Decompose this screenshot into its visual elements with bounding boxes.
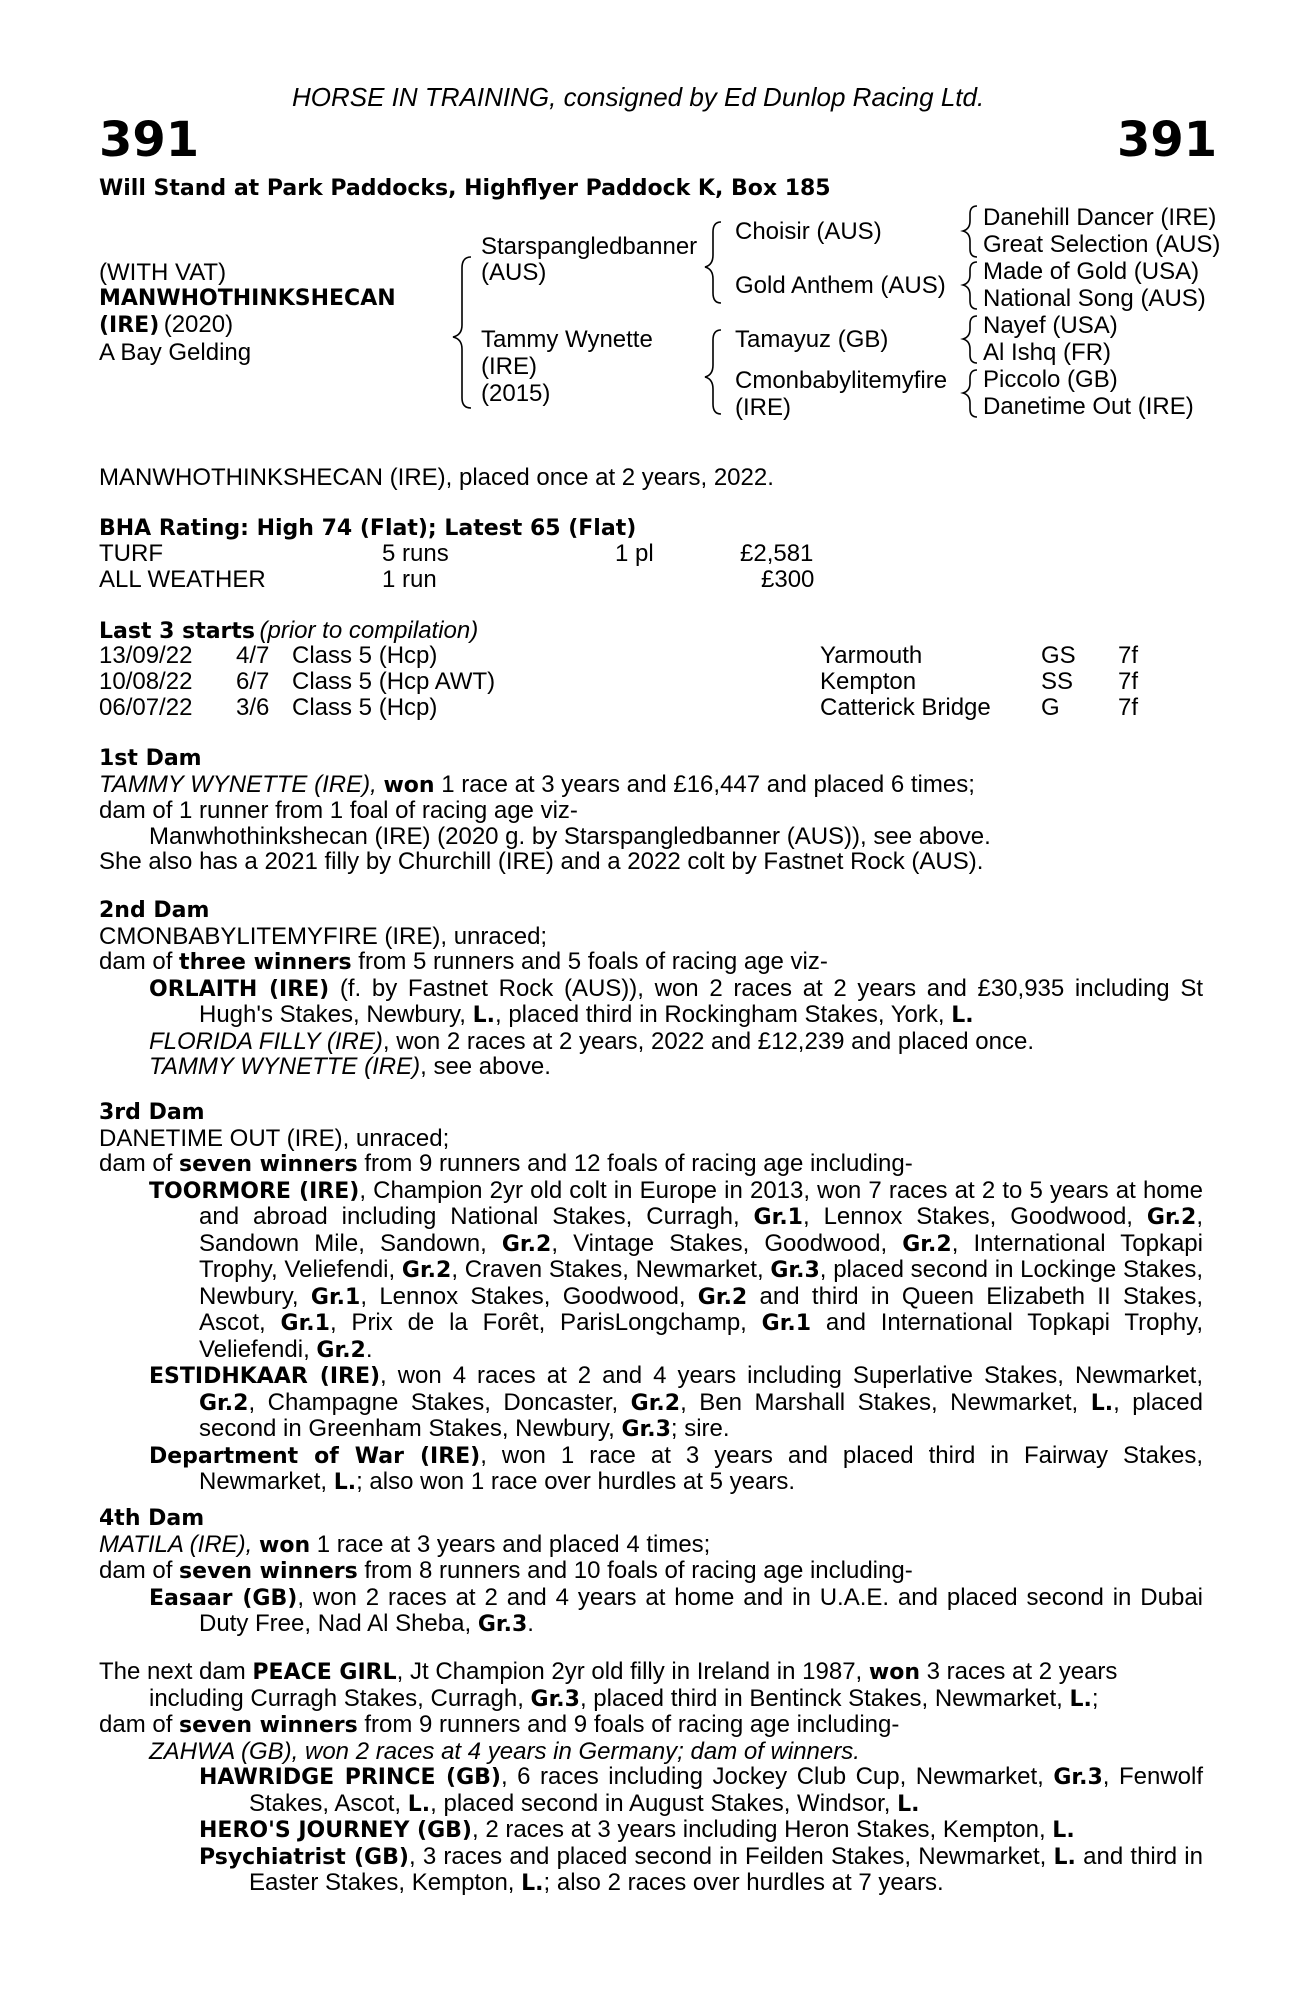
- horse-name: MANWHOTHINKSHECAN: [99, 286, 396, 311]
- first-dam-name: TAMMY WYNETTE (IRE),: [99, 770, 384, 798]
- fourth-dam-produce: [99, 1558, 1203, 1585]
- start-course: Yarmouth: [820, 642, 923, 669]
- text: , placed second in August Stakes, Windsor,: [430, 1789, 898, 1817]
- text: ; also won 1 race over hurdles at 5 years.: [356, 1468, 795, 1495]
- text: , 2 races at 3 years including Heron Stakes, Kempton,: [471, 1816, 1053, 1843]
- text: , Lennox Stakes, Goodwood,: [360, 1282, 698, 1310]
- text: dam of: [99, 1150, 180, 1177]
- bold-text: Gr.2: [316, 1337, 366, 1363]
- start-position: 6/7: [236, 668, 270, 695]
- next-dam-record: [99, 1658, 1117, 1712]
- text: , Prix de la Forêt, ParisLongchamp,: [329, 1309, 762, 1336]
- text: , see above.: [420, 1053, 551, 1080]
- lot-number-left: 391: [99, 112, 200, 168]
- ggp-2: Great Selection (AUS): [983, 231, 1221, 258]
- second-dam-produce: [99, 949, 1203, 976]
- first-dam-foals: She also has a 2021 filly by Churchill (IRE) and a 2022 colt by Fastnet Rock (AUS).: [99, 848, 984, 875]
- bold-text: Gr.1: [280, 1311, 330, 1336]
- progeny-record: [199, 1816, 1075, 1843]
- progeny-florida-filly: [99, 1029, 1203, 1055]
- bold-text: L.: [521, 1871, 544, 1896]
- second-dam-section: [99, 898, 1203, 1080]
- start-going: G: [1041, 694, 1060, 721]
- progeny-name: FLORIDA FILLY (IRE): [149, 1027, 383, 1055]
- stand-location: Will Stand at Park Paddocks, Highflyer Paddock K, Box 185: [99, 176, 831, 201]
- text: , Craven Stakes, Newmarket,: [451, 1256, 771, 1283]
- listed-badge: L.: [472, 1003, 495, 1028]
- text: , Ben Marshall Stakes, Newmarket,: [680, 1388, 1091, 1416]
- sire-dam: Gold Anthem (AUS): [735, 272, 946, 299]
- text: ; sire.: [670, 1415, 730, 1442]
- text: , Champion 2yr old colt in Europe in 2013, won 7 races at 2 to 5 years at home and abroad including National Stakes, Curragh,: [199, 1176, 1203, 1230]
- progeny-name: Easaar (GB): [149, 1585, 298, 1611]
- text: (f. by Fastnet Rock (AUS)), won 2 races at 2 years and £30,935 including St Hugh's Stakes, Newbury,: [199, 974, 1203, 1028]
- progeny-name: TOORMORE (IRE): [149, 1178, 360, 1204]
- progeny-name: ORLAITH (IRE): [149, 976, 330, 1002]
- second-dam-name: CMONBABYLITEMYFIRE (IRE), unraced;: [99, 922, 548, 950]
- start-distance: 7f: [1118, 642, 1139, 669]
- start-class: Class 5 (Hcp AWT): [292, 668, 496, 695]
- bold-text: Psychiatrist (GB): [199, 1844, 409, 1870]
- progeny-orlaith: [99, 976, 1203, 1029]
- text: and third in Easter Stakes, Kempton,: [249, 1842, 1203, 1896]
- start-distance: 7f: [1118, 668, 1139, 695]
- bold-text: Gr.3: [621, 1417, 671, 1442]
- text: and International Topkapi Trophy, Veliefendi,: [199, 1309, 1204, 1363]
- text: , Vintage Stakes, Goodwood,: [551, 1229, 903, 1257]
- horse-year: (2020): [163, 311, 234, 338]
- start-going: SS: [1041, 668, 1074, 695]
- third-dam-produce: [99, 1151, 1203, 1178]
- bold-text: L.: [1069, 1686, 1092, 1712]
- ggp-5: Nayef (USA): [983, 312, 1118, 339]
- text: dam of: [99, 948, 180, 975]
- vat-note: (WITH VAT): [99, 259, 227, 286]
- bold-text: HERO'S JOURNEY (GB): [199, 1818, 472, 1843]
- progeny-name: ESTIDHKAAR (IRE): [149, 1364, 381, 1389]
- start-date: 06/07/22: [99, 694, 193, 721]
- sire-country: (AUS): [481, 259, 547, 286]
- bold-text: won: [868, 1660, 920, 1685]
- progeny-heros-journey: [99, 1817, 1203, 1844]
- ggp-7: Piccolo (GB): [983, 366, 1118, 393]
- horse-country: (IRE): [99, 313, 160, 338]
- third-dam-heading: 3rd Dam: [99, 1100, 205, 1125]
- progeny-easaar: [99, 1585, 1203, 1638]
- bold-text: Gr.1: [753, 1205, 803, 1230]
- text: 1 race at 3 years and placed 4 times;: [310, 1530, 711, 1558]
- text: dam of: [99, 1711, 180, 1738]
- third-dam-section: [99, 1100, 1203, 1496]
- fourth-dam-heading: 4th Dam: [99, 1506, 205, 1531]
- text: .: [527, 1610, 534, 1637]
- bold-text: HAWRIDGE PRINCE (GB): [199, 1765, 501, 1790]
- won-label: won: [383, 772, 435, 798]
- rating-money: £2,581: [740, 540, 814, 567]
- rating-surface: TURF: [99, 540, 163, 567]
- next-dam-produce-text: [99, 1711, 899, 1738]
- bold-text: seven winners: [179, 1713, 358, 1738]
- text: , 6 races including Jockey Club Cup, Newmarket,: [500, 1763, 1054, 1790]
- text: , Champagne Stakes, Doncaster,: [248, 1388, 631, 1416]
- dam-country: (IRE): [481, 353, 537, 380]
- progeny-name: Department of War (IRE): [149, 1443, 481, 1469]
- text: , International Topkapi Trophy, Veliefendi,: [199, 1229, 1203, 1283]
- dam-name: Tammy Wynette: [481, 326, 653, 353]
- last-starts-title: Last 3 starts: [99, 619, 256, 644]
- bold-text: Gr.3: [530, 1686, 580, 1712]
- bold-text: L.: [1090, 1390, 1114, 1416]
- progeny-department-of-war: [99, 1443, 1203, 1496]
- text: , Fenwolf Stakes, Ascot,: [249, 1763, 1204, 1817]
- third-dam-name: DANETIME OUT (IRE), unraced;: [99, 1124, 450, 1152]
- text: from 9 runners and 12 foals of racing age including-: [357, 1150, 913, 1177]
- start-course: Catterick Bridge: [820, 694, 991, 721]
- text: , placed second in Lockinge Stakes, Newbury,: [199, 1256, 1203, 1310]
- bold-text: Gr.3: [770, 1258, 820, 1283]
- last-starts-note: (prior to compilation): [259, 617, 479, 644]
- dam-sire: Tamayuz (GB): [735, 326, 889, 353]
- dam-year: (2015): [481, 380, 551, 407]
- rating-money: £300: [761, 566, 815, 593]
- dam-dam-country: (IRE): [735, 394, 791, 421]
- first-dam-heading: 1st Dam: [99, 746, 202, 771]
- bold-text: L.: [897, 1791, 920, 1817]
- first-dam-progeny: Manwhothinkshecan (IRE) (2020 g. by Starspangledbanner (AUS)), see above.: [149, 822, 991, 850]
- bold-text: Gr.2: [630, 1390, 681, 1416]
- bold-text: Gr.2: [902, 1231, 952, 1257]
- start-date: 13/09/22: [99, 642, 193, 669]
- ggp-8: Danetime Out (IRE): [983, 393, 1194, 420]
- text: , placed third in Bentinck Stakes, Newmarket,: [579, 1684, 1070, 1712]
- bold-text: L.: [1052, 1818, 1075, 1843]
- start-class: Class 5 (Hcp): [292, 642, 438, 669]
- second-dam-heading: 2nd Dam: [99, 898, 210, 923]
- start-position: 3/6: [236, 694, 270, 721]
- listed-badge: L.: [951, 1003, 974, 1028]
- next-dam-produce: [99, 1712, 1203, 1739]
- catalogue-title: HORSE IN TRAINING, consigned by Ed Dunlop Racing Ltd.: [292, 82, 985, 112]
- start-position: 4/7: [236, 642, 270, 669]
- text: dam of: [99, 1557, 180, 1584]
- text: ;: [1091, 1684, 1099, 1712]
- bold-text: Gr.2: [199, 1390, 249, 1416]
- start-date: 10/08/22: [99, 668, 193, 695]
- horse-description: A Bay Gelding: [99, 339, 252, 366]
- bold-text: PEACE GIRL: [252, 1660, 397, 1685]
- text: , won 4 races at 2 and 4 years including Superlative Stakes, Newmarket,: [380, 1362, 1203, 1389]
- text: , Jt Champion 2yr old filly in Ireland in 1987,: [396, 1658, 869, 1685]
- text: from 9 runners and 9 foals of racing age including-: [357, 1711, 900, 1738]
- progeny-estidhkaar: [99, 1363, 1203, 1443]
- progeny-record: [199, 1584, 1203, 1638]
- rating-placed: 1 pl: [615, 540, 654, 567]
- progeny-toormore: [99, 1178, 1203, 1364]
- text: 3 races at 2 years including Curragh Stakes, Curragh,: [149, 1658, 1118, 1712]
- progeny-psychiatrist: [99, 1844, 1203, 1897]
- bold-text: Gr.2: [1146, 1205, 1197, 1230]
- bold-text: Gr.2: [401, 1258, 452, 1283]
- progeny-record: [199, 1177, 1203, 1363]
- text: ; also 2 races over hurdles at 7 years.: [543, 1869, 944, 1896]
- next-dam-intro: [99, 1659, 1203, 1712]
- won-label: won: [259, 1532, 311, 1558]
- text: , won 1 race at 3 years and placed third in Fairway Stakes, Newmarket,: [199, 1441, 1203, 1495]
- progeny-record: [199, 1763, 1203, 1817]
- text: from 5 runners and 5 foals of racing age viz-: [351, 948, 828, 975]
- dam-dam-name: Cmonbabylitemyfire: [735, 367, 948, 394]
- fourth-dam-section: [99, 1506, 1203, 1638]
- winners-count: seven winners: [179, 1152, 358, 1177]
- first-dam-record: 1 race at 3 years and £16,447 and placed 6 times;: [434, 770, 975, 798]
- text: , won 2 races at 2 years, 2022 and £12,239 and placed once.: [382, 1027, 1034, 1055]
- rating-runs: 5 runs: [382, 540, 449, 567]
- ggp-3: Made of Gold (USA): [983, 258, 1200, 285]
- sire-name: Starspangledbanner: [481, 233, 698, 260]
- fourth-dam-line: [99, 1532, 1203, 1559]
- start-course: Kempton: [820, 668, 917, 695]
- ggp-4: National Song (AUS): [983, 285, 1206, 312]
- start-class: Class 5 (Hcp): [292, 694, 438, 721]
- text: from 8 runners and 10 foals of racing age including-: [357, 1557, 913, 1584]
- text: , Sandown Mile, Sandown,: [199, 1203, 1204, 1257]
- rating-runs: 1 run: [382, 566, 437, 593]
- bold-text: L.: [407, 1791, 431, 1817]
- fourth-dam-name: MATILA (IRE),: [99, 1530, 260, 1558]
- bold-text: L.: [1053, 1844, 1076, 1870]
- bold-text: Gr.3: [477, 1612, 528, 1637]
- text: , placed third in Rockingham Stakes, York,: [494, 1001, 952, 1028]
- last-starts-heading: [99, 618, 478, 644]
- text: , won 2 races at 2 and 4 years at home and in U.A.E. and placed second in Dubai Duty Free, Nad Al Sheba,: [199, 1583, 1203, 1637]
- text: The next dam: [99, 1658, 253, 1685]
- progeny-name: TAMMY WYNETTE (IRE): [149, 1053, 421, 1080]
- bold-text: Gr.2: [501, 1231, 552, 1257]
- bold-text: Gr.3: [1053, 1765, 1103, 1790]
- progeny-record: [199, 1843, 1203, 1897]
- first-dam-line: [99, 772, 1203, 799]
- text: and third in Queen Elizabeth II Stakes, Ascot,: [199, 1282, 1203, 1336]
- bold-text: Gr.2: [697, 1284, 748, 1310]
- bold-text: Gr.1: [310, 1284, 361, 1310]
- race-summary: MANWHOTHINKSHECAN (IRE), placed once at 2 years, 2022.: [99, 464, 774, 491]
- text: , 3 races and placed second in Feilden Stakes, Newmarket,: [408, 1842, 1054, 1870]
- progeny-hawridge-prince: [99, 1764, 1203, 1817]
- progeny-tammy-wynette: [99, 1054, 1203, 1080]
- text: , Lennox Stakes, Goodwood,: [802, 1203, 1147, 1230]
- text: .: [365, 1335, 373, 1363]
- ggp-1: Danehill Dancer (IRE): [983, 204, 1217, 231]
- progeny-zahwa: ZAHWA (GB), won 2 races at 4 years in Germany; dam of winners.: [149, 1737, 860, 1765]
- winners-count: seven winners: [179, 1559, 358, 1584]
- rating-surface: ALL WEATHER: [99, 566, 266, 593]
- text: , placed second in Greenham Stakes, Newbury,: [199, 1388, 1204, 1442]
- next-dam-section: [99, 1659, 1203, 1897]
- bold-text: Gr.1: [761, 1311, 812, 1336]
- first-dam-section: [99, 746, 1203, 875]
- first-dam-produce: dam of 1 runner from 1 foal of racing age viz-: [99, 797, 578, 824]
- start-distance: 7f: [1118, 694, 1139, 721]
- start-going: GS: [1041, 642, 1076, 669]
- winners-count: three winners: [179, 950, 352, 975]
- sire-sire: Choisir (AUS): [735, 218, 882, 245]
- lot-number-right: 391: [1117, 112, 1218, 168]
- ggp-6: Al Ishq (FR): [983, 339, 1112, 366]
- bha-rating: BHA Rating: High 74 (Flat); Latest 65 (Flat): [99, 516, 637, 541]
- bold-text: L.: [333, 1470, 357, 1495]
